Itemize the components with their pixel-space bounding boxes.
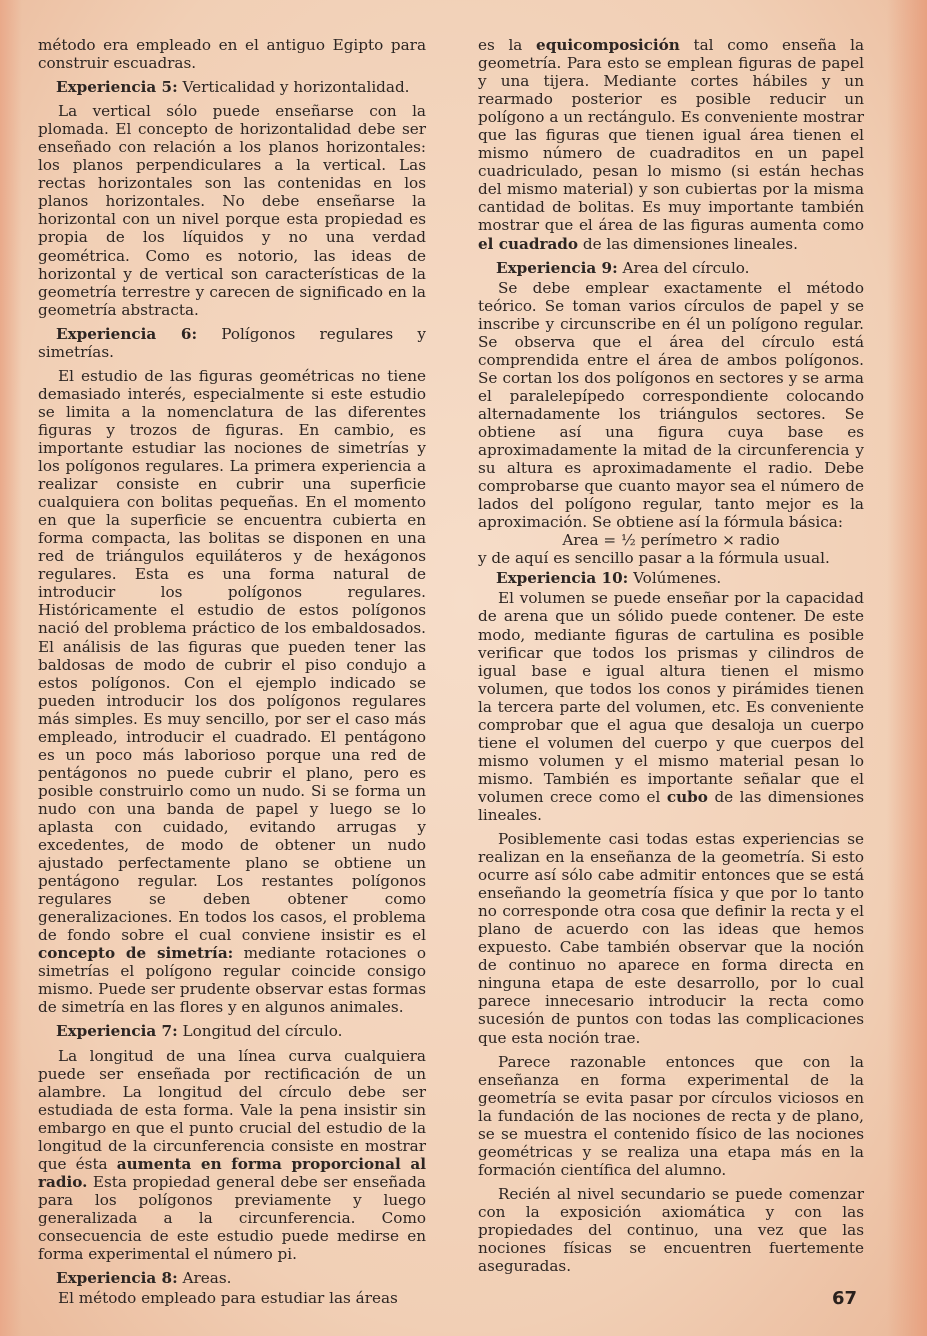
paragraph-text: Esta propiedad general debe ser enseñada para los polígonos previamente y luego generalizada a la circunferencia. Como consecuencia de este estudio puede medirse en forma experimental el número pi. [38, 1172, 426, 1264]
paragraph: Recién al nivel secundario se puede comenzar con la exposición axiomática y con las propiedades del continuo, una vez que las nociones físicas se encuentren fuertemente aseguradas. [478, 1184, 864, 1276]
paragraph: Se debe emplear exactamente el método teórico. Se toman varios círculos de papel y se inscribe y circunscribe en él un polígono regular. Se observa que el área del círculo está comprendida entre el área de ambos polígonos. Se cortan los dos polígonos en sectores y se arma el paralelepípedo correspondiente colocando alternadamente los triángulos sectores. Se obtiene así una figura cuya base es aproximadamente la mitad de la circunferencia y su altura es aproximadamente el radio. Debe comprobarse que cuanto mayor sea el número de lados del polígono regular, tanto mejor es la aproximación. Se obtiene así la fórmula básica: [478, 278, 864, 532]
experience-heading-5 [38, 78, 426, 96]
paragraph: La vertical sólo puede enseñarse con la plomada. El concepto de horizontalidad debe ser enseñado con relación a los planos horizontales: los planos perpendiculares a la vertical. Las rectas horizontales son las contenidas en los planos horizontales. No debe enseñarse la horizontal con un nivel porque esta propiedad es propia de los líquidos y no una verdad geométrica. Como es notorio, las ideas de horizontal y de vertical son características de la geometría terrestre y carecen de significado en la geometría abstracta. [38, 102, 426, 319]
experience-title: Verticalidad y horizontalidad. [182, 78, 410, 97]
experience-title: Areas. [182, 1269, 232, 1288]
experience-heading-6 [38, 325, 426, 361]
paragraph-text: mediante rotaciones o simetrías el polígono regular coincide consigo mismo. Puede ser prudente observar estas formas de simetría en las flores y en algunos animales. [38, 944, 427, 1017]
experience-label: Experiencia 10: [496, 569, 629, 588]
experience-heading-7 [38, 1022, 426, 1040]
paragraph: El método empleado para estudiar las áreas [58, 1289, 398, 1308]
paragraph: Posiblemente casi todas estas experiencias se realizan en la enseñanza de la geometría. Si esto ocurre así sólo cabe admitir entonces que se está enseñando la geometría física y que por lo tanto no corresponde otra cosa que definir la recta y el plano de acuerdo con las ideas que hemos expuesto. Cabe también observar que la noción de continuo no aparece en forma directa en ninguna etapa de este desarrollo, por lo cual parece innecesario introducir la recta como sucesión de puntos con todas las complicaciones que esta noción trae. [478, 830, 864, 1047]
bold-phrase: concepto de simetría: [38, 944, 234, 963]
experience-label: Experiencia 8: [56, 1269, 178, 1288]
paragraph-text: tal como enseña la geometría. Para esto se emplean figuras de papel y una tijera. Mediante cortes hábiles y un rearmado posterior es posible reducir un polígono a un rectángulo. Es conveniente mostrar que las figuras que tienen igual área tienen el mismo número de cuadraditos en un papel cuadriculado, pesan lo mismo (si están hechas del mismo material) y son cubiertas por la misma cantidad de bolitas. Es muy importante también mostrar que el área de las figuras aumenta como [478, 36, 865, 235]
paragraph [478, 589, 864, 824]
paragraph-text: El estudio de las figuras geométricas no tiene demasiado interés, especialmente si este estudio se limita a la nomenclatura de las diferentes figuras y trozos de figuras. En cambio, es importante estudiar las nociones de simetrías y los polígonos regulares. La primera experiencia a realizar consiste en cubrir una superficie cualquiera con bolitas pequeñas. En el momento en que la superficie se encuentra cubierta en forma compacta, las bolitas se disponen en una red de triángulos equiláteros y de hexágonos regulares. Esta es una forma natural de introducir los polígonos regulares. Históricamente el estudio de estos polígonos nació del problema práctico de los embaldosados. El análisis de las figuras que pueden tener las baldosas de modo de cubrir el piso condujo a estos polígonos. Con el ejemplo indicado se pueden introducir los dos polígonos regulares más simples. Es muy sencillo, por ser el caso más empleado, introducir el cuadrado. El pentágono es un poco más laborioso porque una red de pentágonos no puede cubrir el plano, pero es posible construirlo como un nudo. Si se forma un nudo con una banda de papel y luego se lo aplasta con cuidado, evitando arrugas y excedentes, de modo de obtener un nudo ajustado perfectamente plano se obtiene un pentágono regular. Los restantes polígonos regulares se deben obtener como generalizaciones. En todos los casos, el problema de fondo sobre el cual conviene insistir es el [38, 366, 426, 945]
paragraph [38, 367, 426, 1017]
paragraph-text: de las dimensiones lineales. [478, 787, 865, 824]
bold-phrase: el cuadrado [478, 234, 579, 253]
paragraph-text: de las dimensiones lineales. [582, 234, 798, 253]
experience-title: Volúmenes. [633, 569, 722, 588]
area-formula: Area = ½ perímetro × radio [562, 531, 780, 550]
experience-title: Longitud del círculo. [182, 1022, 343, 1041]
page-number: 67 [832, 1288, 858, 1309]
experience-heading-9 [478, 259, 864, 277]
paragraph-text: La longitud de una línea curva cualquiera puede ser enseñada por rectificación de un alambre. La longitud del círculo debe ser estudiada de esta forma. Vale la pena insistir sin embargo en que el punto crucial del estudio de la longitud de la circunferencia consiste en mostrar que ésta [38, 1046, 426, 1173]
paragraph [38, 1047, 426, 1264]
bold-phrase: equicomposición [536, 36, 680, 54]
paragraph: y de aquí es sencillo pasar a la fórmula usual. [478, 549, 830, 568]
paragraph-text: es la [478, 36, 523, 54]
experience-heading-8 [38, 1269, 426, 1287]
experience-title: Area del círculo. [622, 258, 750, 277]
experience-title: Polígonos regulares y simetrías. [38, 324, 426, 361]
bold-phrase: cubo [666, 787, 708, 806]
left-column [38, 36, 426, 1307]
experience-heading-10 [478, 569, 864, 587]
page-edge-shadow-left [0, 0, 22, 1336]
experience-label: Experiencia 7: [56, 1022, 178, 1041]
paragraph [478, 36, 864, 253]
page-edge-shadow-right [887, 0, 927, 1336]
paragraph: Parece razonable entonces que con la enseñanza en forma experimental de la geometría se evita pasar por círculos viciosos en la fundación de las nociones de recta y de plano, se se muestra el contenido físico de las nociones geométricas y se realiza una etapa más en la formación científica del alumno. [478, 1052, 864, 1179]
experience-label: Experiencia 6: [56, 324, 198, 343]
experience-label: Experiencia 9: [496, 258, 618, 277]
right-column [478, 36, 864, 1275]
paragraph: método era empleado en el antiguo Egipto para construir escuadras. [38, 36, 426, 73]
bold-phrase: aumenta en forma proporcional al radio. [38, 1154, 427, 1191]
experience-label: Experiencia 5: [56, 78, 178, 97]
paragraph-text: El volumen se puede enseñar por la capacidad de arena que un sólido puede contener. De este modo, mediante figuras de cartulina es posible verificar que todos los prismas y cilindros de igual base e igual altura tienen el mismo volumen, que todos los conos y pirámides tienen la tercera parte del volumen, etc. Es conveniente comprobar que el agua que desaloja un cuerpo tiene el volumen del cuerpo y que cuerpos del mismo volumen y el mismo material pesan lo mismo. También es importante señalar que el volumen crece como el [478, 589, 864, 806]
